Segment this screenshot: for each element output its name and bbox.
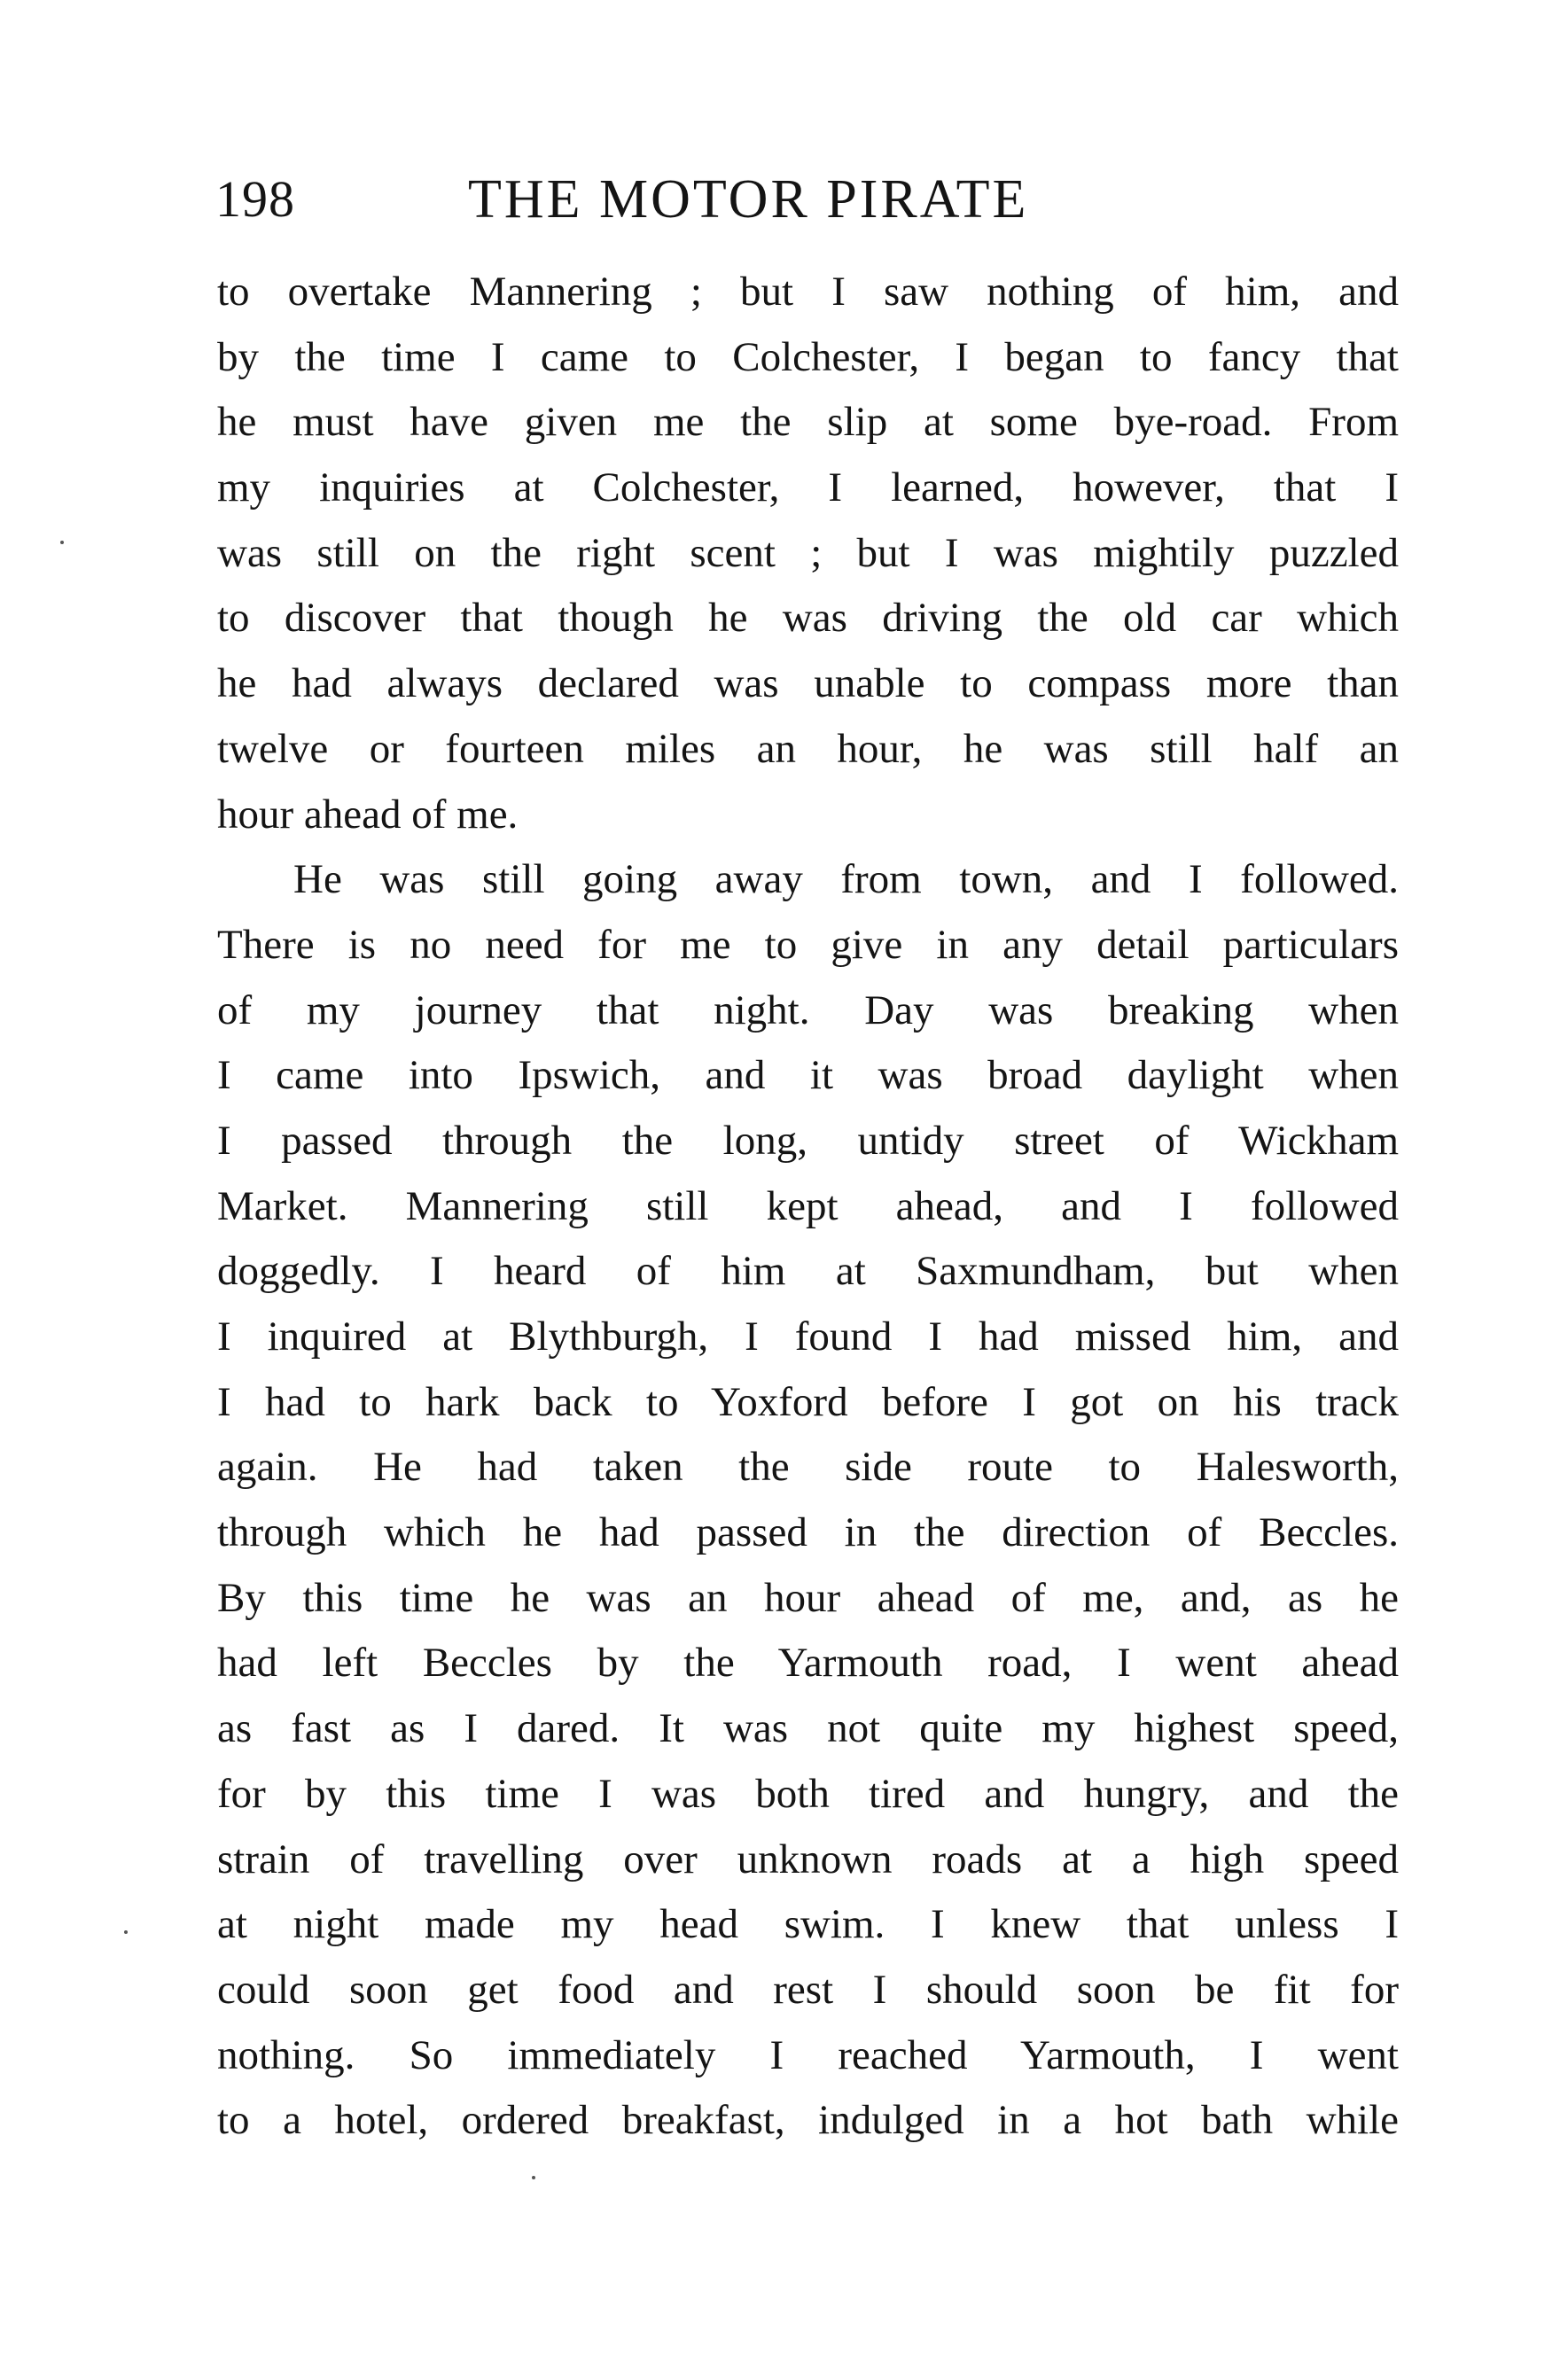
text-line: There is no need for me to give in any detail particulars bbox=[217, 921, 1399, 968]
text-line: through which he had passed in the direction of Beccles. bbox=[217, 1509, 1399, 1556]
paper-speck bbox=[532, 2176, 535, 2179]
text-line: hour ahead of me. bbox=[217, 791, 519, 838]
text-line: my inquiries at Colchester, I learned, however, that I bbox=[217, 464, 1399, 511]
text-line: nothing. So immediately I reached Yarmouth, I went bbox=[217, 2031, 1399, 2078]
text-line: as fast as I dared. It was not quite my highest speed, bbox=[217, 1705, 1399, 1752]
text-line: strain of travelling over unknown roads at a high speed bbox=[217, 1836, 1399, 1882]
text-line: was still on the right scent ; but I was mightily puzzled bbox=[217, 529, 1399, 576]
text-line: Market. Mannering still kept ahead, and I followed bbox=[217, 1182, 1399, 1229]
text-line: by the time I came to Colchester, I began to fancy that bbox=[217, 333, 1399, 380]
paragraph-1 bbox=[217, 260, 1399, 847]
text-line: he had always declared was unable to compass more than bbox=[217, 660, 1399, 707]
text-line: doggedly. I heard of him at Saxmundham, but when bbox=[217, 1248, 1399, 1295]
text-line: could soon get food and rest I should soon be fit for bbox=[217, 1966, 1399, 2013]
text-line: to discover that though he was driving the old car which bbox=[217, 595, 1399, 642]
paragraph-2 bbox=[217, 847, 1399, 2154]
text-line: I passed through the long, untidy street of Wickham bbox=[217, 1117, 1399, 1164]
text-line: again. He had taken the side route to Halesworth, bbox=[217, 1444, 1399, 1491]
text-line: to overtake Mannering ; but I saw nothing of him, and bbox=[217, 269, 1399, 315]
body-text bbox=[217, 260, 1399, 2154]
text-line: I came into Ipswich, and it was broad daylight when bbox=[217, 1052, 1399, 1099]
paper-speck bbox=[124, 1930, 128, 1934]
page-number: 198 bbox=[215, 170, 295, 228]
text-line: of my journey that night. Day was breaking when bbox=[217, 986, 1399, 1033]
text-line: had left Beccles by the Yarmouth road, I went ahead bbox=[217, 1640, 1399, 1687]
text-line: he must have given me the slip at some bye-road. From bbox=[217, 399, 1399, 446]
text-line: I inquired at Blythburgh, I found I had missed him, and bbox=[217, 1313, 1399, 1360]
text-line: I had to hark back to Yoxford before I got on his track bbox=[217, 1378, 1399, 1425]
text-line: to a hotel, ordered breakfast, indulged in a hot bath while bbox=[217, 2097, 1399, 2144]
text-line: at night made my head swim. I knew that unless I bbox=[217, 1901, 1399, 1948]
paper-speck bbox=[60, 541, 64, 544]
text-line: for by this time I was both tired and hungry, and the bbox=[217, 1770, 1399, 1817]
text-line: twelve or fourteen miles an hour, he was still half an bbox=[217, 725, 1399, 772]
text-line: By this time he was an hour ahead of me, and, as he bbox=[217, 1574, 1399, 1621]
running-title: THE MOTOR PIRATE bbox=[468, 169, 1029, 230]
text-line: He was still going away from town, and I followed. bbox=[293, 856, 1399, 903]
running-head bbox=[215, 164, 1403, 235]
